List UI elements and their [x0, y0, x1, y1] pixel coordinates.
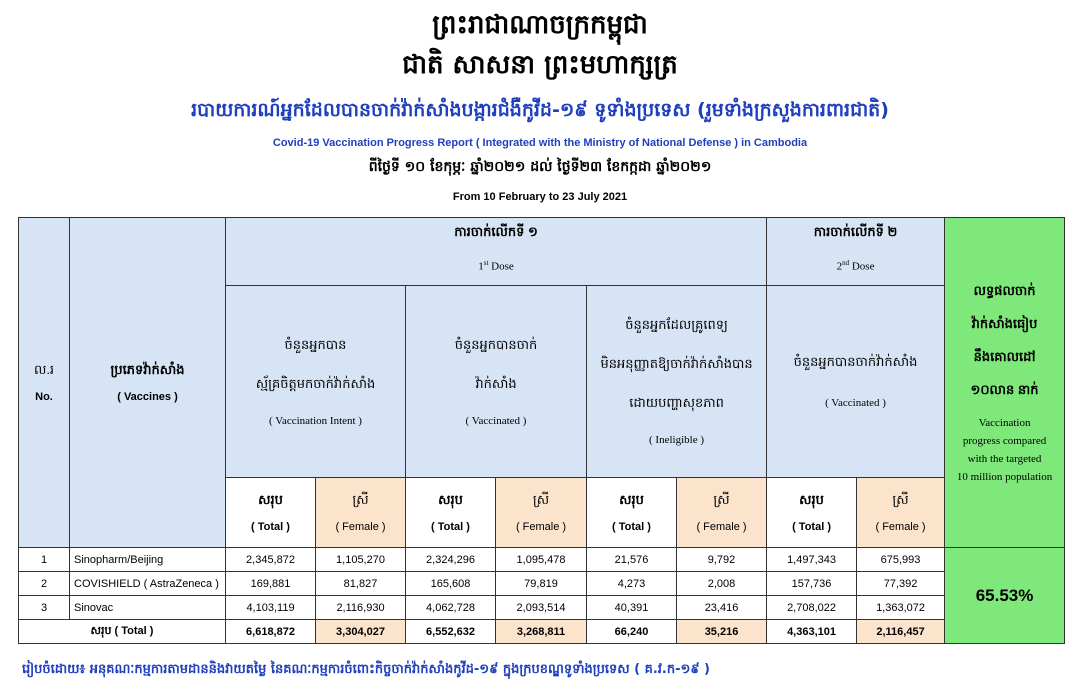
col-vaccine-header: ប្រភេទវ៉ាក់សាំង ( Vaccines ): [70, 218, 226, 548]
dose2-header: ការចាក់លើកទី ២ 2nd Dose: [767, 218, 945, 286]
vaccinated-dose1-header: ចំនួនអ្នកបានចាក់ វ៉ាក់សាំង ( Vaccinated ): [406, 286, 587, 478]
report-title-kh: របាយការណ៍អ្នកដែលបានចាក់វ៉ាក់សាំងបង្ការជំងឺកូវីដ-១៩ ទូទាំងប្រទេស (រួមទាំងក្រសួងការពារជាតិ): [191, 99, 889, 121]
date-range-kh: ពីថ្ងៃទី ១០ ខែកុម្ភៈ ឆ្នាំ២០២១ ដល់ ថ្ងៃទី២៣ ខែកក្កដា ឆ្នាំ២០២១: [368, 159, 712, 175]
target-progress-header: លទ្ធផលចាក់ វ៉ាក់សាំងធៀប នឹងគោលដៅ ១០លាន នាក់ Vaccination progress compared with the targeted 10 million population: [945, 218, 1065, 548]
female-subheader: ស្រី ( Female ): [857, 478, 945, 548]
kingdom-title: ព្រះរាជាណាចក្រកម្ពុជា: [432, 10, 648, 40]
table-row: 2 COVISHIELD ( AstraZeneca ) 169,881 81,827 165,608 79,819 4,273 2,008 157,736 77,392: [19, 572, 1065, 596]
vaccination-table: [18, 217, 1065, 644]
target-progress-value: 65.53%: [945, 548, 1065, 644]
col-no-header: ល.រ No.: [19, 218, 70, 548]
total-row: សរុប ( Total ) 6,618,872 3,304,027 6,552,632 3,268,811 66,240 35,216 4,363,101 2,116,457: [19, 620, 1065, 644]
report-title-en: Covid-19 Vaccination Progress Report ( Integrated with the Ministry of National Defense ) in Cambodia: [272, 137, 808, 149]
female-subheader: ស្រី ( Female ): [496, 478, 587, 548]
intent-header: ចំនួនអ្នកបាន ស្ម័គ្រចិត្តមកចាក់វ៉ាក់សាំង ( Vaccination Intent ): [226, 286, 406, 478]
total-subheader: សរុប ( Total ): [767, 478, 857, 548]
total-subheader: សរុប ( Total ): [406, 478, 496, 548]
prepared-by-footer: រៀបចំដោយ៖ អនុគណៈកម្មការតាមដាននិងវាយតម្លៃ នៃគណៈកម្មការចំពោះកិច្ចចាក់វ៉ាក់សាំងកូវីដ-១៩ ក្នុងក្របខណ្ឌទូទាំងប្រទេស ( គ.វ.ក-១៩ ): [22, 662, 710, 677]
vaccinated-dose2-header: ចំនួនអ្នកបានចាក់វ៉ាក់សាំង ( Vaccinated ): [767, 286, 945, 478]
female-subheader: ស្រី ( Female ): [677, 478, 767, 548]
ineligible-header: ចំនួនអ្នកដែលគ្រូពេទ្យ មិនអនុញ្ញាតឱ្យចាក់វ៉ាក់សាំងបាន ដោយបញ្ហាសុខភាព ( Ineligible ): [587, 286, 767, 478]
motto-title: ជាតិ សាសនា ព្រះមហាក្សត្រ: [402, 50, 678, 80]
total-subheader: សរុប ( Total ): [587, 478, 677, 548]
table-row: 3 Sinovac 4,103,119 2,116,930 4,062,728 2,093,514 40,391 23,416 2,708,022 1,363,072: [19, 596, 1065, 620]
dose1-header: ការចាក់លើកទី ១ 1st Dose: [226, 218, 767, 286]
table-row: 1 Sinopharm/Beijing 2,345,872 1,105,270 2,324,296 1,095,478 21,576 9,792 1,497,343 675,993 65.53%: [19, 548, 1065, 572]
female-subheader: ស្រី ( Female ): [316, 478, 406, 548]
date-range-en: From 10 February to 23 July 2021: [452, 191, 628, 203]
total-subheader: សរុប ( Total ): [226, 478, 316, 548]
